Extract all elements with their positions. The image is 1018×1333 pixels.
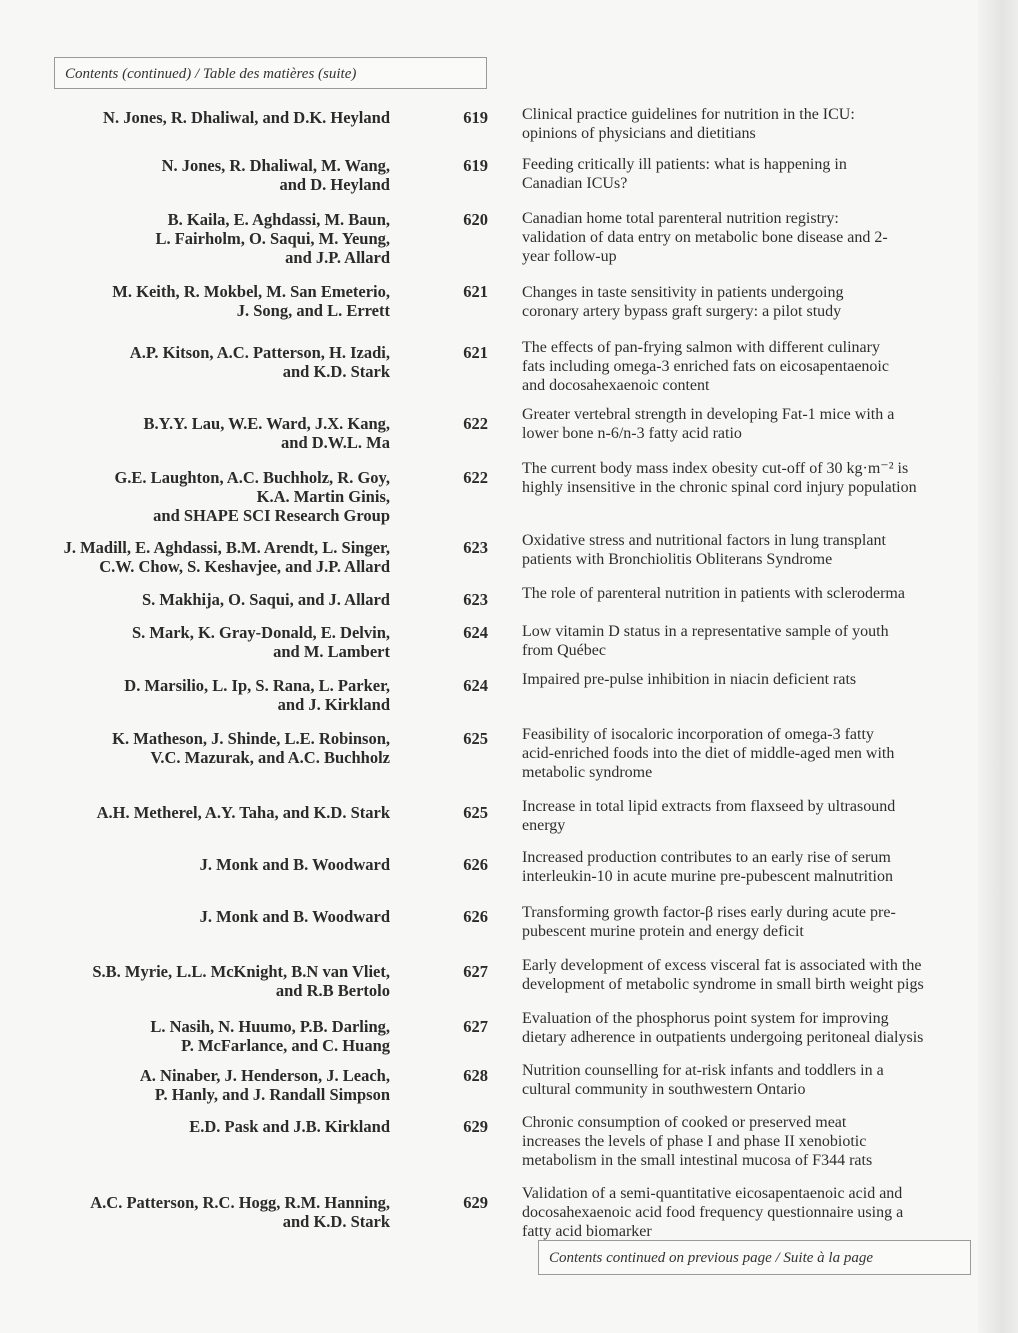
entry-page-number: 619 [463, 156, 488, 175]
entry-title-line: dietary adherence in outpatients undergoing peritoneal dialysis [522, 1029, 924, 1046]
entry-title-line: from Québec [522, 642, 606, 659]
entry-title [522, 622, 962, 660]
entry-authors-line: A.H. Metherel, A.Y. Taha, and K.D. Stark [96, 803, 390, 822]
entry-authors-line: L. Nasih, N. Huumo, P.B. Darling, [150, 1017, 390, 1036]
entry-page-number: 625 [463, 729, 488, 748]
entry-title-line: year follow-up [522, 248, 617, 265]
entry-title-line: Greater vertebral strength in developing Fat-1 mice with a [522, 406, 895, 423]
entry-authors-line: P. Hanly, and J. Randall Simpson [154, 1085, 390, 1104]
entry-title-line: The role of parenteral nutrition in patients with scleroderma [522, 585, 905, 602]
entry-title [522, 584, 962, 603]
entry-page-number: 623 [463, 590, 488, 609]
entry-authors-line: P. McFarlance, and C. Huang [181, 1036, 390, 1055]
entry-authors-line: and R.B Bertolo [275, 981, 390, 1000]
entry-title-line: Feeding critically ill patients: what is happening in [522, 156, 847, 173]
entry-title-line: patients with Bronchiolitis Obliterans Syndrome [522, 551, 833, 568]
entry-authors-line: S. Makhija, O. Saqui, and J. Allard [141, 590, 390, 609]
entry-title-line: and docosahexaenoic content [522, 377, 710, 394]
entry-title-line: opinions of physicians and dietitians [522, 125, 756, 142]
entry-authors [0, 1017, 390, 1055]
entry-authors-line: E.D. Pask and J.B. Kirkland [189, 1117, 390, 1136]
entry-authors-line: K.A. Martin Ginis, [256, 487, 390, 506]
entry-title [522, 670, 962, 689]
entry-page-number: 626 [463, 907, 488, 926]
entry-title-line: docosahexaenoic acid food frequency questionnaire using a [522, 1204, 904, 1221]
entry-title-line: Increase in total lipid extracts from flaxseed by ultrasound [522, 798, 896, 815]
entry-title-line: Chronic consumption of cooked or preserved meat [522, 1114, 847, 1131]
entry-title-line: lower bone n-6/n-3 fatty acid ratio [522, 425, 742, 442]
entry-title-line: Canadian ICUs? [522, 175, 628, 192]
entry-authors-line: and D. Heyland [279, 175, 390, 194]
entry-authors [0, 676, 390, 714]
entry-authors-line: J. Monk and B. Woodward [199, 855, 390, 874]
entry-title-line: Changes in taste sensitivity in patients undergoing [522, 284, 844, 301]
entry-title [522, 956, 962, 994]
entry-authors [0, 729, 390, 767]
entry-page-number: 621 [463, 343, 488, 362]
page-edge-shadow [978, 0, 1018, 1333]
entry-authors [0, 962, 390, 1000]
entry-title [522, 405, 962, 443]
entry-authors [0, 623, 390, 661]
entry-title [522, 155, 962, 193]
entry-title-line: Early development of excess visceral fat is associated with the [522, 957, 922, 974]
entry-title-line: development of metabolic syndrome in small birth weight pigs [522, 976, 924, 993]
entry-authors-line: and K.D. Stark [282, 1212, 390, 1231]
entry-title-line: Nutrition counselling for at-risk infants and toddlers in a [522, 1062, 884, 1079]
entry-page-number: 622 [463, 414, 488, 433]
entry-authors-line: C.W. Chow, S. Keshavjee, and J.P. Allard [99, 557, 390, 576]
contents-footer-box [538, 1240, 971, 1275]
entry-title [522, 725, 962, 782]
entry-authors [0, 468, 390, 525]
entry-title-line: metabolic syndrome [522, 764, 653, 781]
entry-title [522, 459, 962, 497]
entry-authors [0, 343, 390, 381]
entry-authors [0, 1066, 390, 1104]
entry-authors [0, 538, 390, 576]
entry-authors-line: A.C. Patterson, R.C. Hogg, R.M. Hanning, [90, 1193, 390, 1212]
entry-authors-line: D. Marsilio, L. Ip, S. Rana, L. Parker, [124, 676, 390, 695]
entry-title-line: validation of data entry on metabolic bone disease and 2- [522, 229, 888, 246]
entry-authors-line: K. Matheson, J. Shinde, L.E. Robinson, [112, 729, 390, 748]
entry-title [522, 1113, 962, 1170]
entry-authors-line: N. Jones, R. Dhaliwal, and D.K. Heyland [103, 108, 390, 127]
entry-page-number: 625 [463, 803, 488, 822]
entry-title-line: highly insensitive in the chronic spinal cord injury population [522, 479, 917, 496]
entry-title-line: Clinical practice guidelines for nutrition in the ICU: [522, 106, 855, 123]
entry-title-line: acid-enriched foods into the diet of middle-aged men with [522, 745, 895, 762]
entry-title-line: coronary artery bypass graft surgery: a pilot study [522, 303, 842, 320]
entry-page-number: 626 [463, 855, 488, 874]
entry-title-line: Impaired pre-pulse inhibition in niacin deficient rats [522, 671, 857, 688]
entry-authors-line: B. Kaila, E. Aghdassi, M. Baun, [167, 210, 390, 229]
entry-title-line: increases the levels of phase I and phase II xenobiotic [522, 1133, 867, 1150]
entry-authors-line: and K.D. Stark [282, 362, 390, 381]
entry-authors [0, 414, 390, 452]
contents-footer-label: Contents continued on previous page / Suite à la page [549, 1250, 873, 1266]
entry-authors [0, 803, 390, 822]
entry-title [522, 1184, 962, 1241]
entry-authors-line: L. Fairholm, O. Saqui, M. Yeung, [155, 229, 390, 248]
entry-title-line: pubescent murine protein and energy deficit [522, 923, 804, 940]
entry-page-number: 619 [463, 108, 488, 127]
entry-authors-line: A.P. Kitson, A.C. Patterson, H. Izadi, [129, 343, 390, 362]
entry-title-line: fats including omega-3 enriched fats on eicosapentaenoic [522, 358, 889, 375]
entry-authors [0, 108, 390, 127]
contents-header-box [54, 57, 487, 89]
entry-title [522, 209, 962, 266]
entry-title-line: cultural community in southwestern Ontario [522, 1081, 806, 1098]
entry-title [522, 1061, 962, 1099]
entry-authors [0, 1193, 390, 1231]
entry-title-line: Canadian home total parenteral nutrition registry: [522, 210, 839, 227]
entry-authors [0, 1117, 390, 1136]
entry-authors-line: A. Ninaber, J. Henderson, J. Leach, [139, 1066, 390, 1085]
entry-authors [0, 907, 390, 926]
entry-page-number: 629 [463, 1193, 488, 1212]
entry-authors-line: and J.P. Allard [285, 248, 390, 267]
entry-page-number: 628 [463, 1066, 488, 1085]
entry-authors-line: J. Monk and B. Woodward [199, 907, 390, 926]
entry-title-line: Transforming growth factor-β rises early during acute pre- [522, 904, 896, 921]
entry-page-number: 620 [463, 210, 488, 229]
entry-authors-line: and SHAPE SCI Research Group [153, 506, 390, 525]
entry-authors [0, 210, 390, 267]
entry-title-line: Validation of a semi-quantitative eicosapentaenoic acid and [522, 1185, 903, 1202]
entry-title [522, 531, 962, 569]
entry-title-line: metabolism in the small intestinal mucosa of F344 rats [522, 1152, 873, 1169]
entry-title [522, 283, 962, 321]
entry-authors [0, 282, 390, 320]
entry-title-line: Low vitamin D status in a representative sample of youth [522, 623, 889, 640]
entry-authors-line: V.C. Mazurak, and A.C. Buchholz [150, 748, 390, 767]
entry-title-line: Feasibility of isocaloric incorporation of omega-3 fatty [522, 726, 874, 743]
entry-authors-line: S. Mark, K. Gray-Donald, E. Delvin, [131, 623, 390, 642]
entry-page-number: 627 [463, 962, 488, 981]
entry-title [522, 903, 962, 941]
entry-title-line: interleukin-10 in acute murine pre-pubescent malnutrition [522, 868, 893, 885]
entry-authors [0, 156, 390, 194]
entry-authors-line: B.Y.Y. Lau, W.E. Ward, J.X. Kang, [143, 414, 390, 433]
entry-authors-line: S.B. Myrie, L.L. McKnight, B.N van Vliet, [92, 962, 390, 981]
entry-title-line: fatty acid biomarker [522, 1223, 652, 1240]
entry-page-number: 621 [463, 282, 488, 301]
entry-title-line: energy [522, 817, 566, 834]
entry-title-line: Evaluation of the phosphorus point system for improving [522, 1010, 889, 1027]
entry-authors [0, 855, 390, 874]
entry-page-number: 627 [463, 1017, 488, 1036]
entry-page-number: 624 [463, 676, 488, 695]
entry-page-number: 623 [463, 538, 488, 557]
entry-title [522, 848, 962, 886]
contents-header-label: Contents (continued) / Table des matières (suite) [65, 66, 357, 82]
entry-authors-line: G.E. Laughton, A.C. Buchholz, R. Goy, [114, 468, 390, 487]
entry-authors-line: J. Song, and L. Errett [236, 301, 390, 320]
entry-authors [0, 590, 390, 609]
entry-authors-line: M. Keith, R. Mokbel, M. San Emeterio, [112, 282, 390, 301]
entry-title [522, 797, 962, 835]
entry-title-line: The effects of pan-frying salmon with different culinary [522, 339, 880, 356]
entry-title [522, 105, 962, 143]
entry-authors-line: J. Madill, E. Aghdassi, B.M. Arendt, L. Singer, [63, 538, 390, 557]
entry-authors-line: and M. Lambert [273, 642, 390, 661]
entry-page-number: 629 [463, 1117, 488, 1136]
entry-title-line: Increased production contributes to an early rise of serum [522, 849, 891, 866]
entry-authors-line: N. Jones, R. Dhaliwal, M. Wang, [161, 156, 390, 175]
entry-page-number: 622 [463, 468, 488, 487]
entry-authors-line: and D.W.L. Ma [281, 433, 390, 452]
entry-authors-line: and J. Kirkland [277, 695, 390, 714]
entry-page-number: 624 [463, 623, 488, 642]
entry-title [522, 1009, 962, 1047]
entry-title-line: The current body mass index obesity cut-off of 30 kg·m⁻² is [522, 460, 909, 477]
entry-title-line: Oxidative stress and nutritional factors in lung transplant [522, 532, 886, 549]
entry-title [522, 338, 962, 395]
